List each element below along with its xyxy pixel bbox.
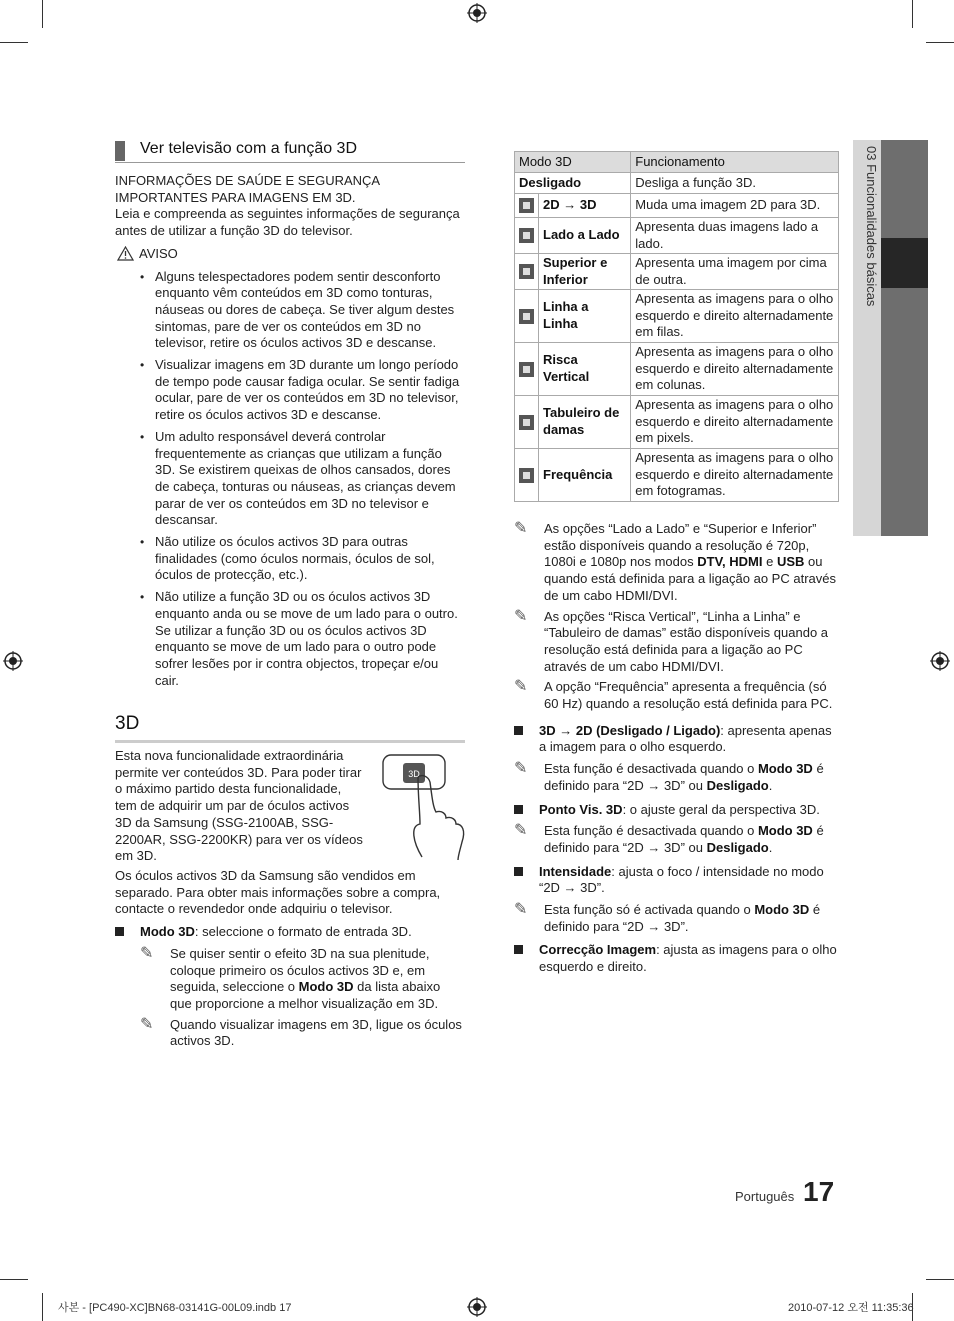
right-notes-block	[514, 518, 840, 981]
crop-mark	[42, 0, 43, 28]
note-pencil-icon: ✎	[514, 901, 528, 919]
note: ✎ Quando visualizar imagens em 3D, ligue os óculos activos 3D.	[140, 1015, 462, 1049]
item-text: : seleccione o formato de entrada 3D.	[194, 924, 412, 940]
list-item: • Não utilize os óculos activos 3D para outras finalidades (como óculos normais, óculos de sol, óculos de protecção, etc.).	[140, 534, 465, 584]
bullet-square-icon	[514, 945, 523, 954]
table-header-cell: Modo 3D	[515, 152, 631, 173]
table-header-cell: Funcionamento	[631, 152, 839, 173]
crop-mark	[0, 1279, 28, 1280]
mode-checkerboard-icon	[519, 415, 534, 430]
health-intro: Leia e compreenda as seguintes informações de segurança antes de utilizar a função 3D do televisor.	[115, 206, 460, 239]
warning-row	[115, 246, 465, 263]
table-row	[515, 173, 839, 194]
table-row	[515, 254, 839, 290]
registration-mark-icon	[467, 3, 487, 23]
table-cell-desc: Apresenta uma imagem por cima de outra.	[631, 254, 839, 290]
note: ✎ As opções “Lado a Lado” e “Superior e Inferior” estão disponíveis quando a resolução é 720p, 1080i e 1080p nos modos DTV, HDMI e USB ou quando está definida para a ligação ao PC através de um cabo HDMI/DVI.	[514, 520, 836, 603]
registration-mark-icon	[467, 1297, 487, 1317]
section-title: Ver televisão com a função 3D	[140, 140, 358, 157]
warning-icon	[117, 246, 134, 261]
table-row	[515, 449, 839, 502]
note: ✎ As opções “Risca Vertical”, “Linha a Linha” e “Tabuleiro de damas” estão disponíveis quando a resolução está definida para a ligação ao PC através de um cabo HDMI/DVI.	[514, 607, 829, 674]
intro-text: Os óculos activos 3D da Samsung são vendidos em separado. Para obter mais informações sobre a compra, contacte o revendedor onde adquiriu o televisor.	[115, 868, 441, 917]
list-item: • Não utilize a função 3D ou os óculos activos 3D enquanto anda ou se move de um lado para o outro. Se utilizar a função 3D ou os óculos activos 3D enquanto se move de um lado para o outro pode sofrer lesões por ir contra objectos, tropeçar e/ou cair.	[140, 589, 465, 689]
table-cell-desc: Apresenta as imagens para o olho esquerdo e direito alternadamente em filas.	[631, 290, 839, 343]
menu-item-ponto-vis: Ponto Vis. 3D: o ajuste geral da perspectiva 3D.	[514, 802, 840, 819]
mode-line-by-line-icon	[519, 309, 534, 324]
table-cell-mode: Desligado	[515, 173, 631, 194]
footer-timestamp: 2010-07-12 오전 11:35:36	[788, 1302, 914, 1314]
note-pencil-icon: ✎	[514, 520, 528, 537]
item-label: Modo 3D	[140, 924, 195, 940]
page-number: 17	[803, 1176, 835, 1207]
table-cell-desc: Apresenta as imagens para o olho esquerdo e direito alternadamente em colunas.	[631, 343, 839, 396]
note: ✎ Esta função só é activada quando o Modo 3D é definido para “2D → 3D”.	[514, 901, 821, 934]
crop-mark	[42, 1293, 43, 1321]
note-pencil-icon: ✎	[514, 822, 528, 840]
table-cell-desc: Desliga a função 3D.	[631, 173, 839, 194]
note-pencil-icon: ✎	[514, 760, 528, 778]
table-cell-mode: Risca Vertical	[539, 343, 631, 396]
mode-top-bottom-icon	[519, 264, 534, 279]
chapter-tab-marker	[881, 238, 928, 288]
menu-item-correccao: Correcção Imagem: ajusta as imagens para o olho esquerdo e direito.	[514, 942, 840, 975]
note: ✎ A opção “Frequência” apresenta a frequência (só 60 Hz) quando a resolução está definida para PC.	[514, 678, 833, 712]
bullet-square-icon	[115, 927, 124, 936]
table-row	[515, 290, 839, 343]
health-heading: INFORMAÇÕES DE SAÚDE E SEGURANÇA IMPORTANTES PARA IMAGENS EM 3D.	[115, 173, 380, 205]
table-row	[515, 343, 839, 396]
section-title: 3D	[115, 713, 140, 734]
mode-frequency-icon	[519, 468, 534, 483]
table-cell-desc: Muda uma imagem 2D para 3D.	[631, 194, 839, 218]
mode-vertical-stripe-icon	[519, 362, 534, 377]
crop-mark	[926, 1279, 954, 1280]
table-cell-mode: Superior e Inferior	[539, 254, 631, 290]
modo-3d-item	[115, 924, 465, 941]
crop-mark	[0, 42, 28, 43]
crop-mark	[926, 42, 954, 43]
chapter-tab-dark	[881, 140, 928, 536]
list-item: • Um adulto responsável deverá controlar frequentemente as crianças que utilizam a função 3D. Se existirem queixas de olhos cansados, dores de cabeça, tonturas ou náuseas, as crianças devem parar de ver os conteúdos em 3D no televisor e descansar.	[140, 429, 465, 529]
warning-list	[140, 269, 465, 690]
intro-paragraph	[115, 748, 365, 865]
mode-3d-table	[514, 151, 839, 502]
registration-mark-icon	[3, 651, 23, 671]
left-body-block	[115, 868, 465, 1054]
chapter-tab-label: 03 Funcionalidades básicas	[864, 146, 879, 307]
page-language: Português	[735, 1189, 795, 1204]
note: ✎ Se quiser sentir o efeito 3D na sua plenitude, coloque primeiro os óculos activos 3D e, em seguida, seleccione o Modo 3D da lista abaixo que proporcione a melhor visualização em 3D.	[140, 944, 441, 1011]
footer-file-info: 사본 - [PC490-XC]BN68-03141G-00L09.indb 17	[58, 1302, 292, 1314]
section-heading-bar	[115, 141, 125, 161]
warning-label: AVISO	[139, 245, 178, 261]
bullet-square-icon	[514, 867, 523, 876]
table-cell-desc: Apresenta as imagens para o olho esquerdo e direito alternadamente em pixels.	[631, 396, 839, 449]
table-cell-mode: Lado a Lado	[539, 218, 631, 254]
note: ✎ Esta função é desactivada quando o Modo 3D é definido para “2D → 3D” ou Desligado.	[514, 822, 824, 855]
note-pencil-icon: ✎	[140, 944, 154, 962]
note-pencil-icon: ✎	[514, 678, 528, 696]
remote-hand-illustration	[380, 752, 466, 862]
bullet-square-icon	[514, 805, 523, 814]
remote-button-label: 3D	[408, 769, 420, 779]
health-info-block	[115, 173, 465, 694]
table-row	[515, 218, 839, 254]
section-heading-3d	[115, 713, 465, 743]
bullet-square-icon	[514, 726, 523, 735]
section-heading	[115, 141, 465, 163]
note: ✎ Esta função é desactivada quando o Modo 3D é definido para “2D → 3D” ou Desligado.	[514, 760, 824, 793]
table-row	[515, 396, 839, 449]
mode-2d-3d-icon	[519, 198, 534, 213]
table-cell-desc: Apresenta duas imagens lado a lado.	[631, 218, 839, 254]
mode-side-by-side-icon	[519, 228, 534, 243]
list-item: • Alguns telespectadores podem sentir desconforto enquanto vêm conteúdos em 3D como tonturas, náuseas ou dores de cabeça. Se tiver algum destes sintomas, pare de ver os conteúdos em 3D no televisor, retire os óculos activos 3D e descanse.	[140, 269, 465, 353]
menu-item-intensidade: Intensidade: ajusta o foco / intensidade no modo “2D → 3D”.	[514, 864, 840, 897]
table-cell-mode: Frequência	[539, 449, 631, 502]
table-cell-desc: Apresenta as imagens para o olho esquerdo e direito alternadamente em fotogramas.	[631, 449, 839, 502]
table-cell-mode: 2D → 3D	[539, 194, 631, 218]
note-pencil-icon: ✎	[514, 607, 528, 625]
table-cell-mode: Linha a Linha	[539, 290, 631, 343]
menu-item-3d-2d: 3D → 2D (Desligado / Ligado): apresenta apenas a imagem para o olho esquerdo.	[514, 723, 840, 756]
note-pencil-icon: ✎	[140, 1015, 154, 1033]
table-header-row	[515, 152, 839, 173]
intro-text: Esta nova funcionalidade extraordinária permite ver conteúdos 3D. Para poder tirar o máximo partido desta funcionalidade, tem de adquirir um par de óculos activos 3D da Samsung (SSG-2100AB, SSG-2200AR, SSG-2200KR) para ver os vídeos em 3D.	[115, 748, 363, 864]
list-item: • Visualizar imagens em 3D durante um longo período de tempo pode causar fadiga ocular. Se sentir fadiga ocular, pare de ver os conteúdos em 3D no televisor, retire os óculos activos 3D e descanse.	[140, 357, 465, 424]
crop-mark	[912, 0, 913, 28]
registration-mark-icon	[930, 651, 950, 671]
table-row	[515, 194, 839, 218]
table-cell-mode: Tabuleiro de damas	[539, 396, 631, 449]
